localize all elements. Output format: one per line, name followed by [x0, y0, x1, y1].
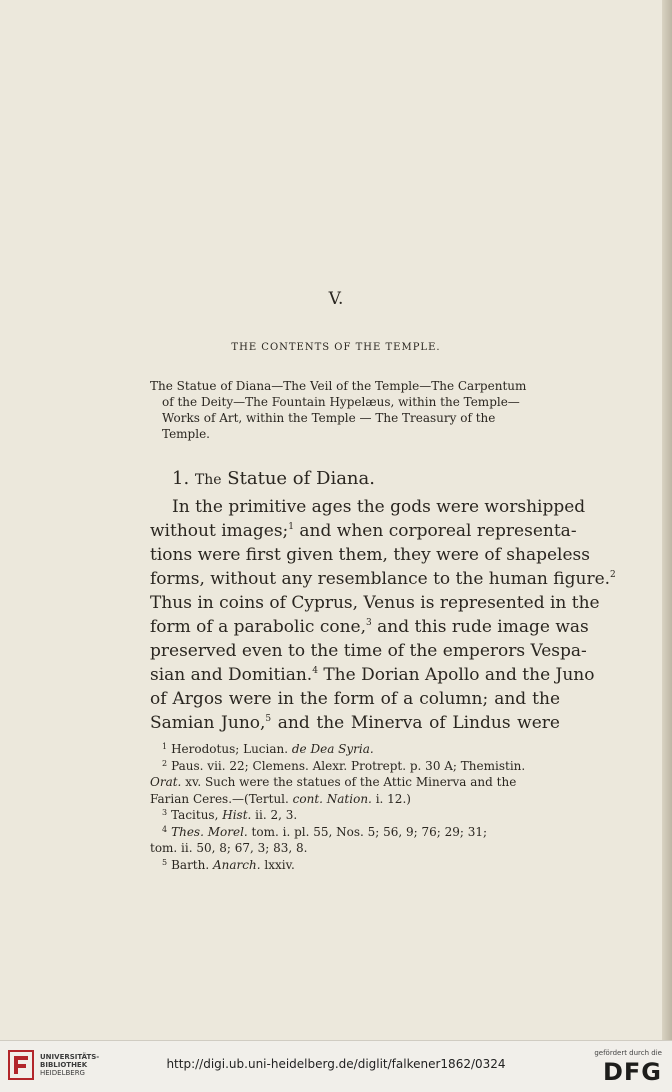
- section-the: The: [194, 472, 222, 488]
- body-line: preserved even to the time of the emperors Vespa-: [150, 641, 587, 661]
- chapter-number: V.: [328, 289, 344, 309]
- permalink[interactable]: http://digi.ub.uni-heidelberg.de/diglit/falkener1862/0324: [166, 1057, 506, 1071]
- body-line: [150, 519, 577, 543]
- footnote-italic: de Dea Syria.: [291, 742, 374, 756]
- library-name-line: UNIVERSITÄTS-: [40, 1053, 100, 1061]
- footnote-italic: cont. Nation.: [292, 791, 372, 806]
- footnote-4: [150, 824, 560, 841]
- footnote-number: 4: [162, 824, 168, 834]
- body-text-run: The Dorian Apollo and the Juno: [317, 665, 595, 685]
- body-paragraph: [150, 495, 616, 735]
- footnote-text: ii. 2, 3.: [255, 808, 298, 822]
- footnote-text: tom. i. pl. 55, Nos. 5; 56, 9; 76; 29; 31;: [251, 824, 488, 839]
- chapter-title: THE CONTENTS OF THE TEMPLE.: [231, 342, 441, 353]
- footnote-3: [150, 807, 560, 824]
- footnote-italic: Thes. Morel.: [171, 824, 248, 839]
- footnotes: [150, 741, 560, 873]
- body-line: In the primitive ages the gods were worshipped: [172, 497, 586, 517]
- dfg-logo[interactable]: DFG: [602, 1058, 662, 1086]
- body-text-run: without images;: [150, 521, 289, 541]
- footnote-ref[interactable]: 1: [288, 522, 295, 532]
- footnote-number: 5: [162, 857, 168, 867]
- summary-line: of the Deity—The Fountain Hypelæus, within the Temple—: [162, 395, 520, 409]
- section-title: Statue of Diana.: [227, 468, 375, 489]
- footnote-ref[interactable]: 5: [265, 714, 272, 724]
- footnote-text: Tacitus,: [171, 808, 219, 822]
- body-line: Thus in coins of Cyprus, Venus is represented in the: [150, 593, 600, 613]
- viewer-footer: [0, 1040, 672, 1092]
- body-line: tions were first given them, they were of shapeless: [150, 545, 590, 565]
- footnote-text: Farian Ceres.—(Tertul.: [150, 791, 289, 806]
- body-text-run: Samian Juno,: [150, 713, 266, 733]
- body-text-run: forms, without any resemblance to the human figure.: [150, 569, 611, 589]
- body-text-run: form of a parabolic cone,: [150, 617, 367, 637]
- body-line: [150, 663, 595, 687]
- section-heading: [172, 468, 375, 489]
- body-text-run: and the Minerva of Lindus were: [271, 713, 560, 733]
- body-text-run: and this rude image was: [371, 617, 589, 637]
- footnote-4-cont: tom. ii. 50, 8; 67, 3; 83, 8.: [150, 841, 308, 855]
- footnote-text: Herodotus; Lucian.: [171, 742, 289, 756]
- footnote-text: lxxiv.: [264, 857, 295, 872]
- footnote-5: [150, 857, 560, 874]
- body-line: [150, 615, 589, 639]
- footnote-number: 3: [162, 808, 168, 817]
- summary-line: Temple.: [162, 427, 210, 441]
- footnote-2: [150, 758, 560, 775]
- body-line: of Argos were in the form of a column; and the: [150, 689, 560, 709]
- body-text-run: and when corporeal representa-: [294, 521, 577, 541]
- footnote-text: xv. Such were the statues of the Attic Minerva and the: [185, 775, 517, 789]
- body-text-run: sian and Domitian.: [150, 665, 313, 685]
- summary-line: The Statue of Diana—The Veil of the Temple—The Carpentum: [150, 379, 527, 393]
- footnote-italic: Anarch.: [213, 857, 261, 872]
- footnote-number: 2: [162, 758, 168, 768]
- footnote-italic: Orat.: [150, 775, 182, 789]
- funded-by-label: gefördert durch die: [594, 1049, 662, 1057]
- body-line: [150, 567, 616, 591]
- footnote-italic: Hist.: [222, 808, 252, 822]
- footnote-text: Barth.: [171, 857, 210, 872]
- footnote-ref[interactable]: 2: [610, 570, 616, 580]
- summary-line: Works of Art, within the Temple — The Treasury of the: [162, 411, 496, 425]
- footnote-2-cont: [150, 791, 560, 808]
- library-name-line: BIBLIOTHEK: [40, 1061, 88, 1069]
- chapter-summary: [150, 378, 560, 442]
- page-edge: [662, 0, 672, 1040]
- footnote-text: i. 12.): [375, 791, 411, 806]
- section-number: 1.: [172, 468, 190, 489]
- footnote-ref[interactable]: 4: [312, 666, 318, 676]
- body-line: [150, 711, 560, 735]
- footnote-2-cont: [150, 774, 560, 791]
- library-name-line: HEIDELBERG: [40, 1069, 85, 1077]
- footnote-ref[interactable]: 3: [366, 618, 372, 628]
- footnote-number: 1: [162, 742, 168, 751]
- footnote-1: [150, 741, 560, 758]
- footnote-text: Paus. vii. 22; Clemens. Alexr. Protrept. p. 30 A; Themistin.: [171, 758, 526, 773]
